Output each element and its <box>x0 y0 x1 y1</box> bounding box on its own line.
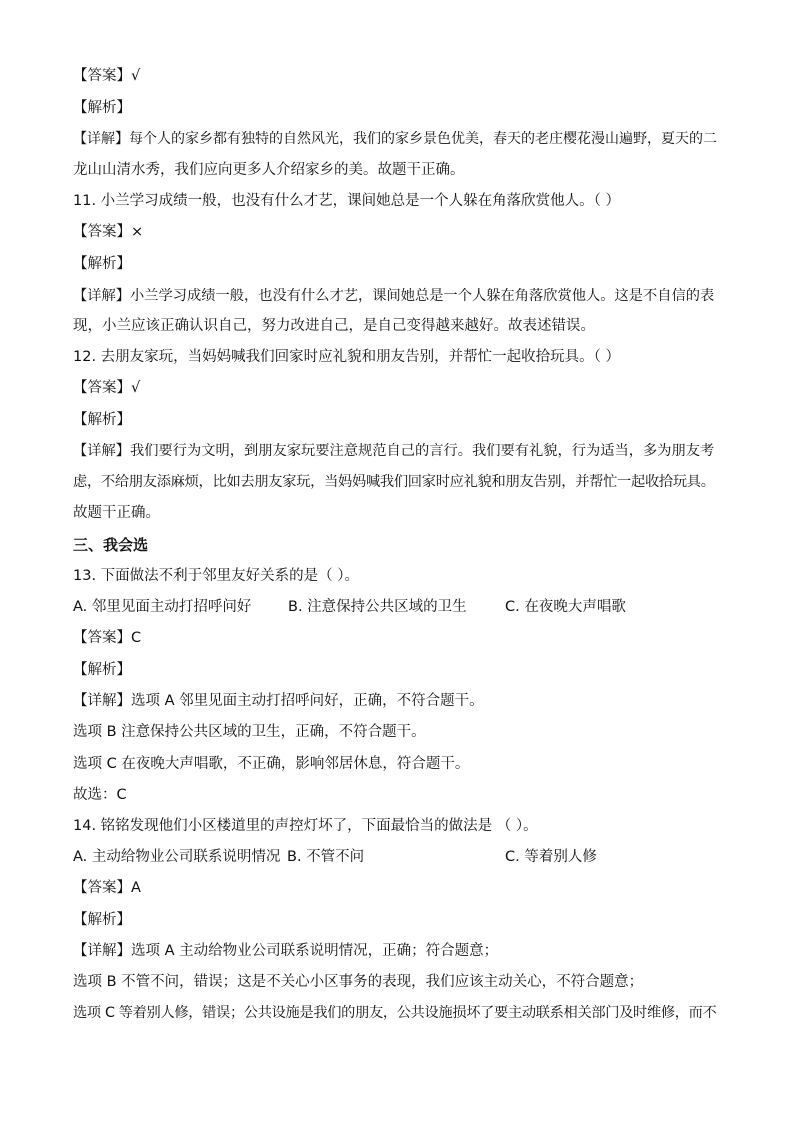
q14-option-a: A. 主动给物业公司联系说明情况 <box>73 849 281 865</box>
q12-question: 12. 去朋友家玩，当妈妈喊我们回家时应礼貌和朋友告别，并帮忙一起收拾玩具。（ ） <box>73 349 621 365</box>
q12-detail-line-3: 故题干正确。 <box>73 505 160 521</box>
q11-answer-label: 【答案】 <box>73 224 131 240</box>
q11-detail-text-1: 小兰学习成绩一般，也没有什么才艺，课间她总是一个人躲在角落欣赏他人。这是不自信的表 <box>130 288 715 304</box>
q10-detail-line-1 <box>73 129 723 149</box>
q11-analysis-label: 【解析】 <box>73 256 131 272</box>
q14-options <box>73 847 723 867</box>
q12-answer-label: 【答案】 <box>73 380 131 396</box>
q12-analysis-label: 【解析】 <box>73 412 131 428</box>
q14-detail-line-3: 选项 C 等着别人修，错误；公共设施是我们的朋友，公共设施损坏了要主动联系相关部门及时维修，而不 <box>73 1005 717 1021</box>
q11-question: 11. 小兰学习成绩一般，也没有什么才艺，课间她总是一个人躲在角落欣赏他人。（ ） <box>73 193 621 209</box>
q10-detail-label: 【详解】 <box>73 131 129 147</box>
q13-detail-line-1 <box>73 691 723 711</box>
q10-analysis-label: 【解析】 <box>73 100 131 116</box>
q12-detail-text-1: 我们要行为文明，到朋友家玩要注意规范自己的言行。我们要有礼貌，行为适当，多为朋友考 <box>130 443 715 459</box>
q10-detail-line-2: 龙山山清水秀，我们应向更多人介绍家乡的美。故题干正确。 <box>73 162 465 178</box>
q14-detail-line-1 <box>73 941 723 961</box>
q13-answer: C <box>131 630 142 646</box>
q14-question: 14. 铭铭发现他们小区楼道里的声控灯坏了，下面最恰当的做法是 （ ）。 <box>73 818 538 834</box>
q13-analysis-label: 【解析】 <box>73 662 131 678</box>
q13-detail-text-1: 选项 A 邻里见面主动打招呼问好，正确，不符合题干。 <box>131 693 484 709</box>
q11-detail-label: 【详解】 <box>73 288 131 304</box>
q14-detail-line-2: 选项 B 不管不问，错误；这是不关心小区事务的表现，我们应该主动关心，不符合题意； <box>73 974 644 990</box>
q11-detail-line-2: 现，小兰应该正确认识自己，努力改进自己，是自己变得越来越好。故表述错误。 <box>73 318 595 334</box>
q13-detail-line-4: 故选：C <box>73 787 127 803</box>
section-title: 三、我会选 <box>73 536 149 554</box>
q13-answer-label: 【答案】 <box>73 630 131 646</box>
q13-option-a: A. 邻里见面主动打招呼问好 <box>73 599 252 615</box>
q13-detail-line-3: 选项 C 在夜晚大声唱歌，不正确，影响邻居休息，符合题干。 <box>73 756 470 772</box>
q13-options <box>73 597 723 617</box>
q14-detail-text-1: 选项 A 主动给物业公司联系说明情况，正确；符合题意； <box>131 943 499 959</box>
q12-detail-line-1 <box>73 441 723 461</box>
q13-answer-line <box>73 628 723 648</box>
q13-detail-line-2: 选项 B 注意保持公共区域的卫生，正确，不符合题干。 <box>73 724 426 740</box>
q10-answer-label: 【答案】 <box>73 68 131 84</box>
q12-detail-label: 【详解】 <box>73 443 131 459</box>
q11-detail-line-1 <box>73 286 723 306</box>
q14-option-c: C. 等着别人修 <box>505 849 597 865</box>
q14-answer-line <box>73 878 723 898</box>
q13-question: 13. 下面做法不利于邻里友好关系的是（ ）。 <box>73 568 360 584</box>
q12-answer: √ <box>131 380 141 396</box>
q13-option-c: C. 在夜晚大声唱歌 <box>505 599 626 615</box>
q13-option-b: B. 注意保持公共区域的卫生 <box>288 599 467 615</box>
q10-answer-line <box>73 66 723 86</box>
q14-detail-label: 【详解】 <box>73 943 131 959</box>
q13-detail-label: 【详解】 <box>73 693 131 709</box>
q14-answer: A <box>131 880 141 896</box>
q11-answer: × <box>131 224 144 240</box>
q10-detail-text-1: 每个人的家乡都有独特的自然风光，我们的家乡景色优美，春天的老庄樱花漫山遍野，夏天的二 <box>129 131 717 147</box>
q12-detail-line-2: 虑，不给朋友添麻烦，比如去朋友家玩，当妈妈喊我们回家时应礼貌和朋友告别，并帮忙一起收拾玩具。 <box>73 474 715 490</box>
q14-answer-label: 【答案】 <box>73 880 131 896</box>
q14-analysis-label: 【解析】 <box>73 912 131 928</box>
q12-answer-line <box>73 378 723 398</box>
q11-answer-line <box>73 222 723 242</box>
q14-option-b: B. 不管不问 <box>287 849 365 865</box>
q10-answer: √ <box>131 68 141 84</box>
